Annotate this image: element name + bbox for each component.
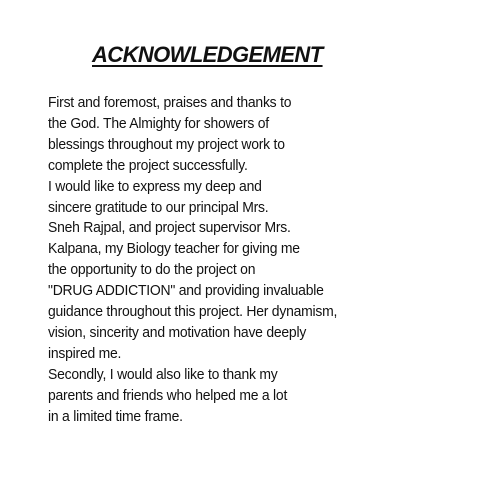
body-line: the opportunity to do the project on [48,261,256,279]
body-line: Secondly, I would also like to thank my [48,365,278,383]
body-line: vision, sincerity and motivation have deeply [48,323,307,341]
body-line: in a limited time frame. [48,407,183,425]
body-line: the God. The Almighty for showers of [48,114,269,132]
body-line: First and foremost, praises and thanks to [48,94,292,111]
acknowledgement-body [48,93,439,428]
body-line: "DRUG ADDICTION" and providing invaluable [48,282,324,300]
body-line: I would like to express my deep and [48,177,262,195]
body-line: guidance throughout this project. Her dynamism, [48,303,338,321]
body-line: Kalpana, my Biology teacher for giving me [48,240,300,258]
body-line: blessings throughout my project work to [48,135,285,153]
page-title: ACKNOWLEDGEMENT [92,42,323,67]
body-line: inspired me. [48,344,122,362]
body-line: Sneh Rajpal, and project supervisor Mrs. [48,219,291,237]
body-line: parents and friends who helped me a lot [48,386,288,404]
body-line: sincere gratitude to our principal Mrs. [48,198,269,216]
body-line: complete the project successfully. [48,156,248,174]
